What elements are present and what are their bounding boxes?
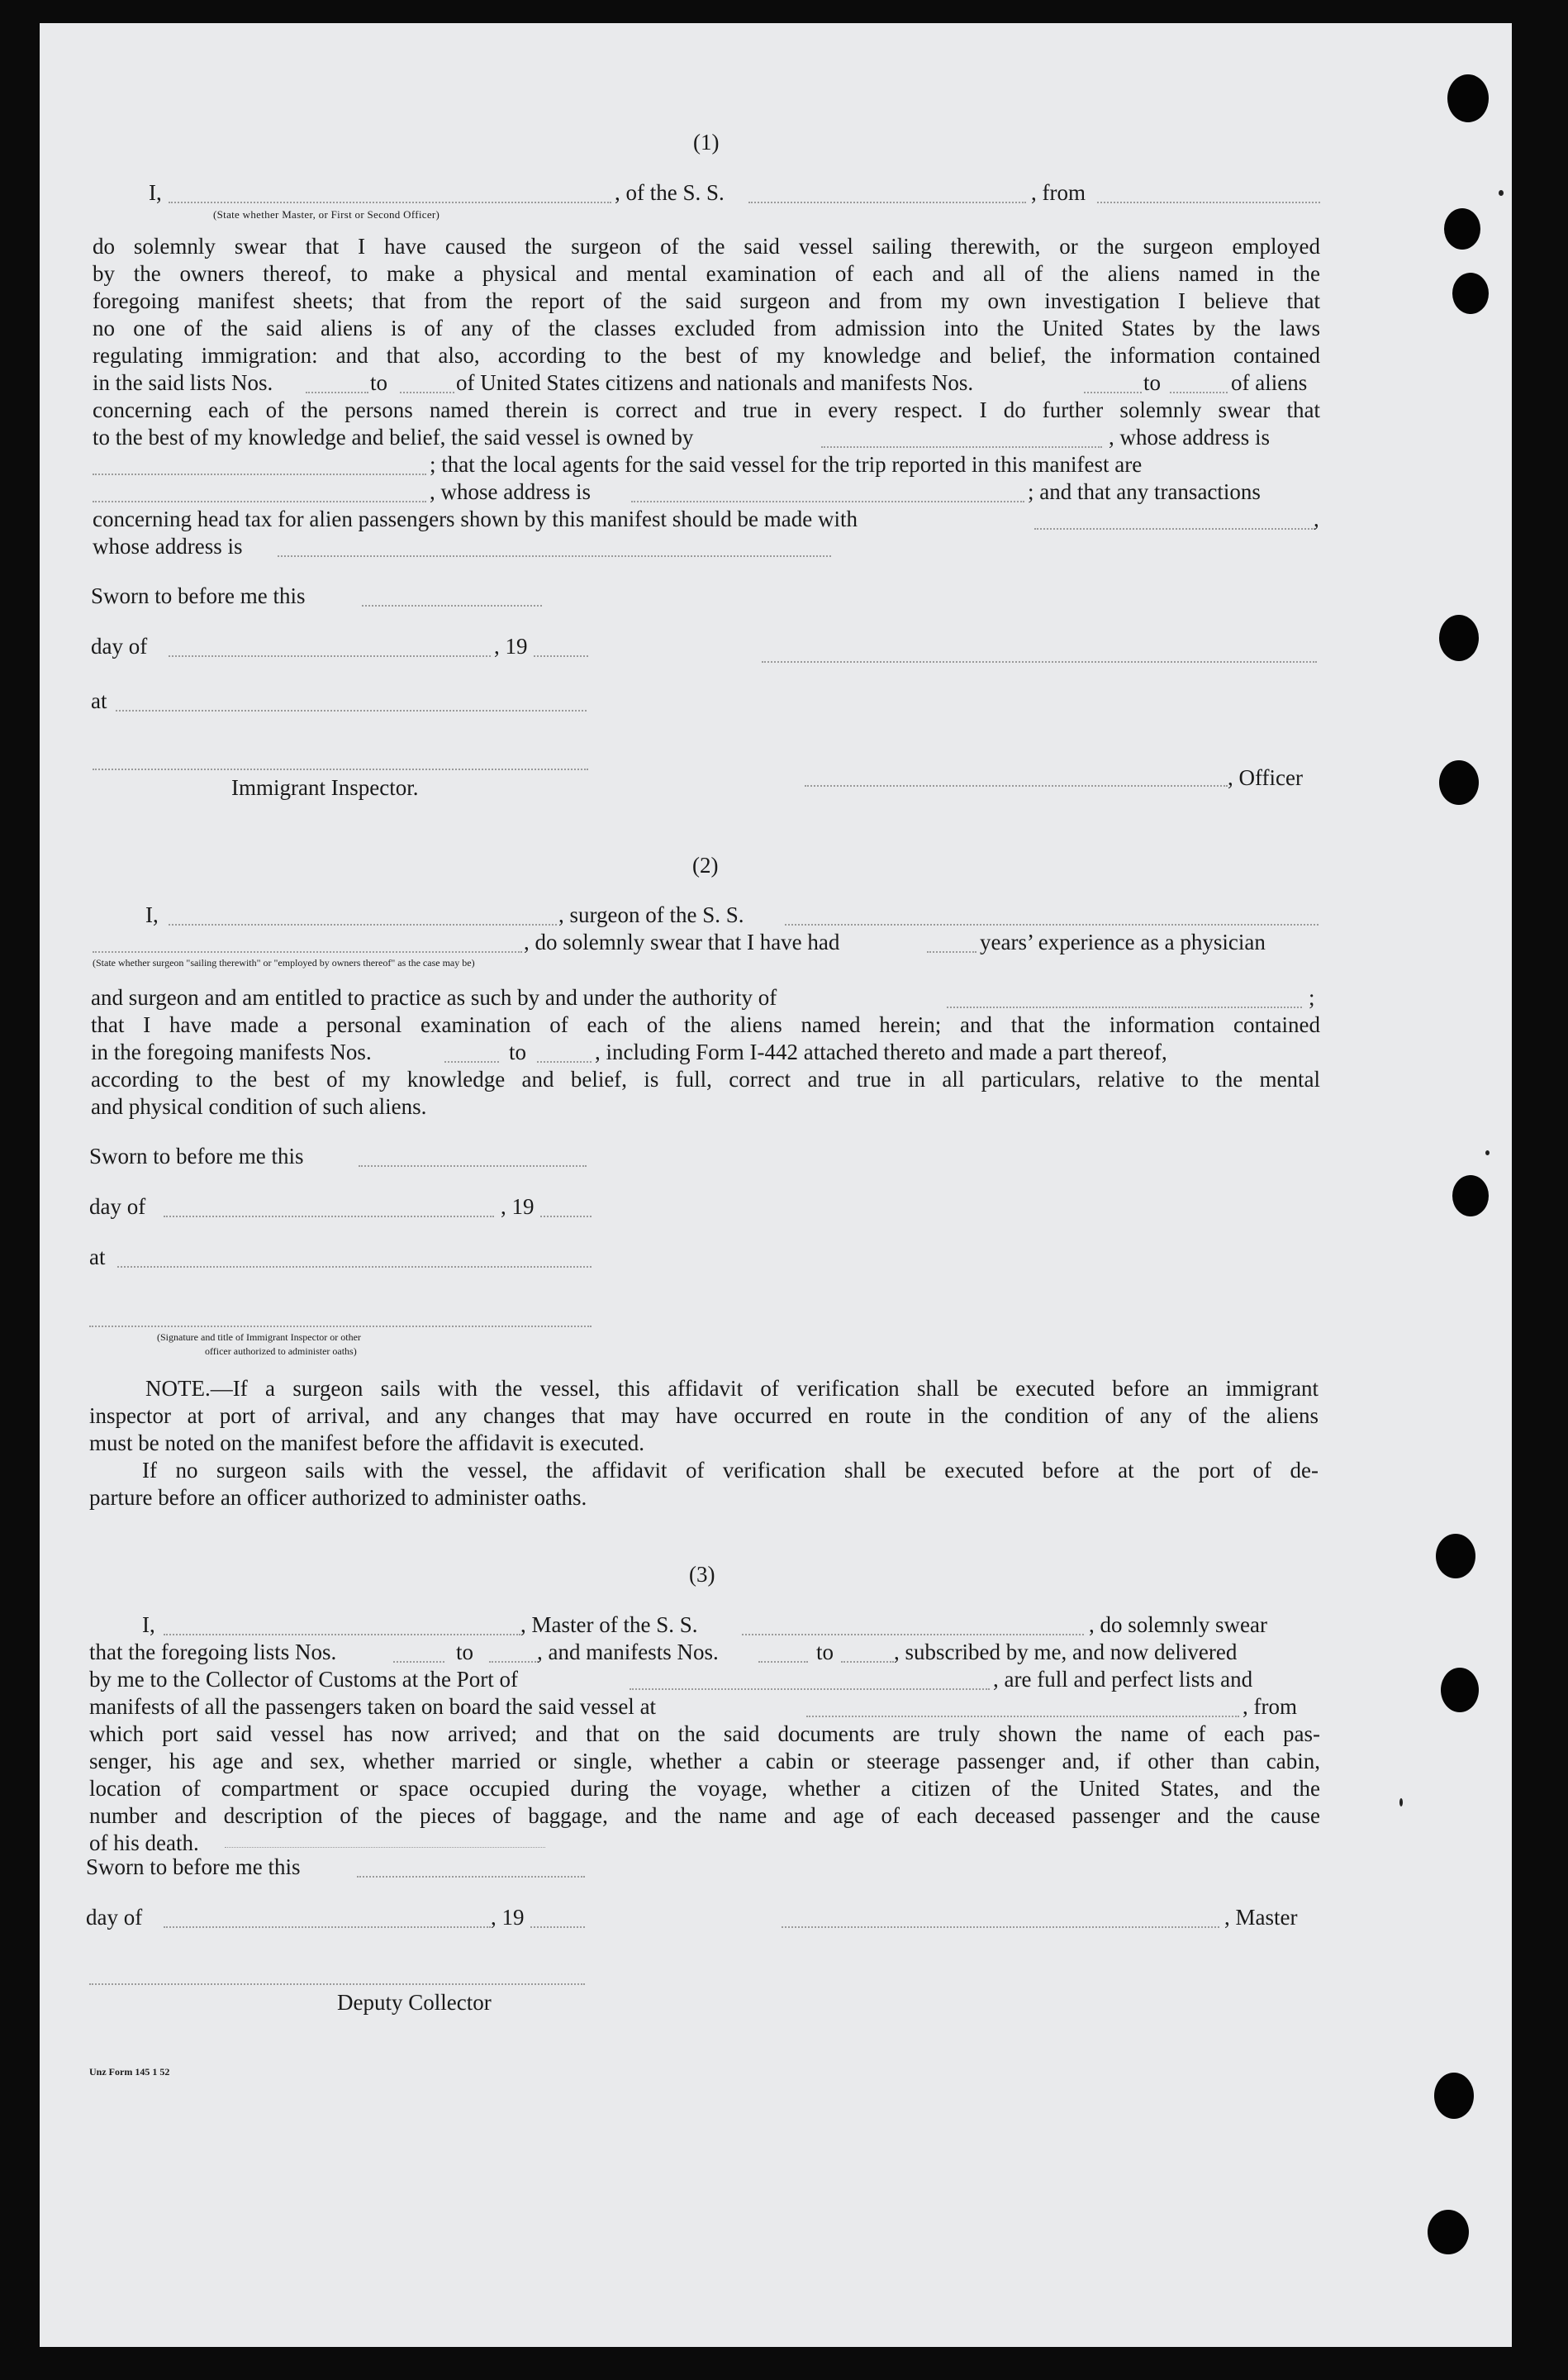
section3-collector-label: by me to the Collector of Customs at the Port of bbox=[89, 1667, 518, 1692]
form-number: Unz Form 145 1 52 bbox=[89, 2066, 170, 2078]
section2-manifests-to: to bbox=[509, 1040, 527, 1064]
punch-hole-4 bbox=[1439, 615, 1479, 661]
section3-lists-to: to bbox=[456, 1640, 474, 1664]
section2-signature-note-2: officer authorized to administer oaths) bbox=[205, 1345, 357, 1357]
section1-owner-address-blank bbox=[93, 474, 426, 475]
section1-agents-address-blank bbox=[631, 501, 1024, 502]
section1-from-blank bbox=[1097, 202, 1320, 203]
section2-swear-label: , do solemnly swear that I have had bbox=[524, 930, 840, 954]
section3-day-blank bbox=[164, 1926, 491, 1928]
section1-agents-address-label: , whose address is bbox=[430, 479, 591, 504]
note-paragraph-1 bbox=[89, 1375, 1319, 1402]
section2-last-line: and physical condition of such aliens. bbox=[91, 1094, 427, 1119]
section2-years-blank bbox=[927, 951, 976, 953]
section3-manifests-line: manifests of all the passengers taken on board the said vessel at bbox=[89, 1694, 657, 1719]
section2-manifests-from-blank bbox=[444, 1061, 499, 1063]
section1-head-tax-address-blank bbox=[278, 555, 831, 557]
section1-day-of-label: day of bbox=[91, 634, 148, 659]
section1-head-tax-label: concerning head tax for alien passengers shown by this manifest should be made with bbox=[93, 507, 858, 531]
section3-lists-label: that the foregoing lists Nos. bbox=[89, 1640, 337, 1664]
note-line-6: parture before an officer authorized to administer oaths. bbox=[89, 1485, 587, 1510]
section2-year-blank bbox=[540, 1216, 592, 1217]
section3-full-lists-label: , are full and perfect lists and bbox=[993, 1667, 1253, 1692]
punch-hole-10 bbox=[1428, 2210, 1469, 2254]
section2-at-label: at bbox=[89, 1245, 106, 1269]
section2-manifests-label: in the foregoing manifests Nos. bbox=[91, 1040, 372, 1064]
note-line-3: must be noted on the manifest before the affidavit is executed. bbox=[89, 1430, 645, 1455]
speck bbox=[1485, 1150, 1490, 1155]
section1-agents-blank bbox=[93, 501, 426, 502]
section1-inspector-signature-blank bbox=[93, 769, 588, 770]
section1-oath-line: by the owners thereof, to make a physical and mental examination of each and all of the aliens named in the bbox=[93, 261, 1320, 286]
section1-head-tax-blank bbox=[1034, 528, 1315, 530]
section2-years-label: years’ experience as a physician bbox=[980, 930, 1266, 954]
section3-paragraph bbox=[89, 1721, 1320, 1830]
section1-owner-blank bbox=[821, 446, 1102, 448]
section1-further-line: concerning each of the persons named therein is correct and true in every respect. I do further solemnly swear that bbox=[93, 397, 1320, 422]
section3-sworn-label: Sworn to before me this bbox=[86, 1854, 301, 1879]
punch-hole-8 bbox=[1441, 1668, 1479, 1712]
section2-number: (2) bbox=[692, 853, 719, 878]
section3-sworn-blank bbox=[357, 1876, 585, 1878]
section3-subscribed-label: , subscribed by me, and now delivered bbox=[894, 1640, 1238, 1664]
section3-manifests-to-blank bbox=[841, 1661, 894, 1663]
section1-at-blank bbox=[116, 710, 587, 712]
section1-citizens-label: of United States citizens and nationals and manifests Nos. bbox=[456, 370, 974, 395]
section3-master-name-blank bbox=[164, 1634, 520, 1635]
section1-from-label: , from bbox=[1031, 180, 1086, 205]
section3-paragraph-line: location of compartment or space occupied during the voyage, whether a citizen of the United States, and the bbox=[89, 1776, 1320, 1801]
section3-number: (3) bbox=[689, 1562, 715, 1587]
section3-port-of-departure-blank bbox=[806, 1716, 1239, 1717]
section2-day-blank bbox=[164, 1216, 494, 1217]
section1-owned-by-label: to the best of my knowledge and belief, the said vessel is owned by bbox=[93, 425, 694, 450]
section2-examination-line: that I have made a personal examination of each of the aliens named herein; and that the information contained bbox=[91, 1012, 1320, 1037]
section1-oath-line: do solemnly swear that I have caused the surgeon of the said vessel sailing therewith, or the surgeon employed bbox=[93, 234, 1320, 259]
section3-lists-from-blank bbox=[393, 1661, 444, 1663]
section1-year-label: , 19 bbox=[494, 634, 528, 659]
section1-i-label: I, bbox=[149, 180, 162, 205]
note-line: inspector at port of arrival, and any changes that may have occurred en route in the condition of any of the aliens bbox=[89, 1403, 1319, 1428]
section2-day-of-label: day of bbox=[89, 1194, 146, 1219]
section1-lists-label: in the said lists Nos. bbox=[93, 370, 273, 395]
section2-surgeon-type-blank bbox=[93, 951, 522, 953]
section1-year-blank bbox=[534, 655, 588, 657]
section1-of-ss-label: , of the S. S. bbox=[615, 180, 725, 205]
section2-authority-blank bbox=[947, 1007, 1302, 1008]
section3-death-blank bbox=[225, 1847, 545, 1848]
punch-hole-5 bbox=[1439, 760, 1479, 805]
section3-manifests-label: , and manifests Nos. bbox=[537, 1640, 719, 1664]
note-line: NOTE.—If a surgeon sails with the vessel, this affidavit of verification shall be executed before an immigrant bbox=[145, 1376, 1319, 1401]
punch-hole-2 bbox=[1444, 208, 1480, 250]
section1-officer-note: (State whether Master, or First or Second Officer) bbox=[213, 208, 440, 221]
section1-oath-line: foregoing manifest sheets; that from the report of the said surgeon and from my own investigation I believe that bbox=[93, 288, 1320, 313]
section1-aliens-label: of aliens bbox=[1231, 370, 1308, 395]
section3-paragraph-line: senger, his age and sex, whether married or single, whether a cabin or steerage passenger and, if other than cabin, bbox=[89, 1749, 1320, 1773]
section1-local-agents-label: ; that the local agents for the said vessel for the trip reported in this manifest are bbox=[430, 452, 1143, 477]
section1-inspector-label: Immigrant Inspector. bbox=[231, 775, 419, 800]
section1-lists-to-blank bbox=[400, 392, 454, 393]
section1-sworn-label: Sworn to before me this bbox=[91, 583, 306, 608]
section1-head-tax-comma: , bbox=[1314, 507, 1319, 531]
punch-hole-7 bbox=[1436, 1534, 1475, 1578]
section3-deputy-signature-blank bbox=[89, 1983, 585, 1985]
section2-form-label: , including Form I-442 attached thereto and made a part thereof, bbox=[595, 1040, 1167, 1064]
section2-sworn-blank bbox=[359, 1165, 587, 1167]
punch-hole-3 bbox=[1452, 273, 1489, 314]
section2-surgeon-name-blank bbox=[169, 924, 557, 926]
section3-paragraph-line: number and description of the pieces of baggage, and the name and age of each deceased passenger and the cause bbox=[89, 1803, 1320, 1828]
section1-number: (1) bbox=[693, 130, 720, 155]
section2-i-label: I, bbox=[145, 902, 159, 927]
section1-sworn-blank bbox=[362, 605, 542, 607]
section1-officer-signature-blank bbox=[805, 785, 1228, 787]
section1-vessel-blank bbox=[748, 202, 1026, 203]
note-line: If no surgeon sails with the vessel, the affidavit of verification shall be executed before at the port of de- bbox=[142, 1458, 1319, 1483]
section1-oath-line: regulating immigration: and that also, according to the best of my knowledge and belief, the information contained bbox=[93, 343, 1320, 368]
section3-manifests-from-blank bbox=[758, 1661, 808, 1663]
section3-port-blank bbox=[630, 1688, 990, 1690]
note-paragraph-1b bbox=[89, 1402, 1319, 1430]
section1-officer-label: , Officer bbox=[1228, 765, 1303, 790]
section1-at-label: at bbox=[91, 688, 107, 713]
section1-whose-address-label: , whose address is bbox=[1109, 425, 1270, 450]
section1-manifests-from-blank bbox=[1084, 392, 1142, 393]
section1-transactions-label: ; and that any transactions bbox=[1028, 479, 1261, 504]
section2-examination-paragraph bbox=[91, 1011, 1320, 1039]
punch-hole-6 bbox=[1452, 1175, 1489, 1216]
punch-hole-1 bbox=[1447, 74, 1489, 122]
section3-paragraph-line: which port said vessel has now arrived; and that on the said documents are truly shown the name of each pas- bbox=[89, 1721, 1320, 1746]
section1-manifests-to-blank bbox=[1170, 392, 1228, 393]
section1-master-signature-blank bbox=[762, 661, 1317, 663]
section2-vessel-blank bbox=[785, 924, 1319, 926]
section3-master-signature-blank bbox=[782, 1926, 1219, 1928]
punch-hole-9 bbox=[1434, 2073, 1474, 2119]
section3-master-label: , Master bbox=[1224, 1905, 1298, 1930]
section1-manifests-to: to bbox=[1143, 370, 1162, 395]
section2-belief-paragraph bbox=[91, 1066, 1320, 1093]
section1-lists-from-blank bbox=[306, 392, 368, 393]
section3-i-label: I, bbox=[142, 1612, 155, 1637]
speck bbox=[1399, 1798, 1403, 1806]
speck bbox=[1499, 190, 1504, 196]
section2-signature-note-1: (Signature and title of Immigrant Inspector or other bbox=[157, 1331, 361, 1343]
section2-surgeon-of-label: , surgeon of the S. S. bbox=[558, 902, 744, 927]
section3-swear-label: , do solemnly swear bbox=[1089, 1612, 1267, 1637]
section2-authority-label: and surgeon and am entitled to practice as such by and under the authority of bbox=[91, 985, 777, 1010]
section3-year-blank bbox=[530, 1926, 585, 1928]
section2-belief-line: according to the best of my knowledge and belief, is full, correct and true in all particulars, relative to the mental bbox=[91, 1067, 1320, 1092]
section2-surgeon-note: (State whether surgeon "sailing therewith" or "employed by owners thereof" as the case may be) bbox=[93, 957, 475, 969]
section3-manifests-to: to bbox=[816, 1640, 834, 1664]
section2-sworn-label: Sworn to before me this bbox=[89, 1144, 304, 1169]
section1-oath-paragraph bbox=[93, 233, 1320, 369]
section2-manifests-to-blank bbox=[537, 1061, 592, 1063]
section3-deputy-label: Deputy Collector bbox=[337, 1990, 492, 2015]
note-paragraph-2 bbox=[89, 1457, 1319, 1484]
section2-signature-blank bbox=[89, 1326, 592, 1327]
section3-day-of-label: day of bbox=[86, 1905, 143, 1930]
section1-lists-to: to bbox=[370, 370, 388, 395]
section2-authority-semicolon: ; bbox=[1309, 985, 1315, 1010]
section2-year-label: , 19 bbox=[501, 1194, 535, 1219]
section3-last-line: of his death. bbox=[89, 1830, 199, 1855]
section3-year-label: , 19 bbox=[491, 1905, 525, 1930]
section3-vessel-blank bbox=[742, 1634, 1084, 1635]
section1-oath-line: no one of the said aliens is of any of the classes excluded from admission into the United States by the laws bbox=[93, 316, 1320, 340]
section3-lists-to-blank bbox=[489, 1661, 539, 1663]
section1-further-paragraph bbox=[93, 397, 1320, 424]
section2-at-blank bbox=[117, 1266, 592, 1268]
section1-day-blank bbox=[169, 655, 491, 657]
section3-from-label: , from bbox=[1243, 1694, 1297, 1719]
section3-master-of-label: , Master of the S. S. bbox=[520, 1612, 698, 1637]
section1-whose-address-3-label: whose address is bbox=[93, 534, 243, 559]
section1-officer-blank bbox=[169, 202, 611, 203]
